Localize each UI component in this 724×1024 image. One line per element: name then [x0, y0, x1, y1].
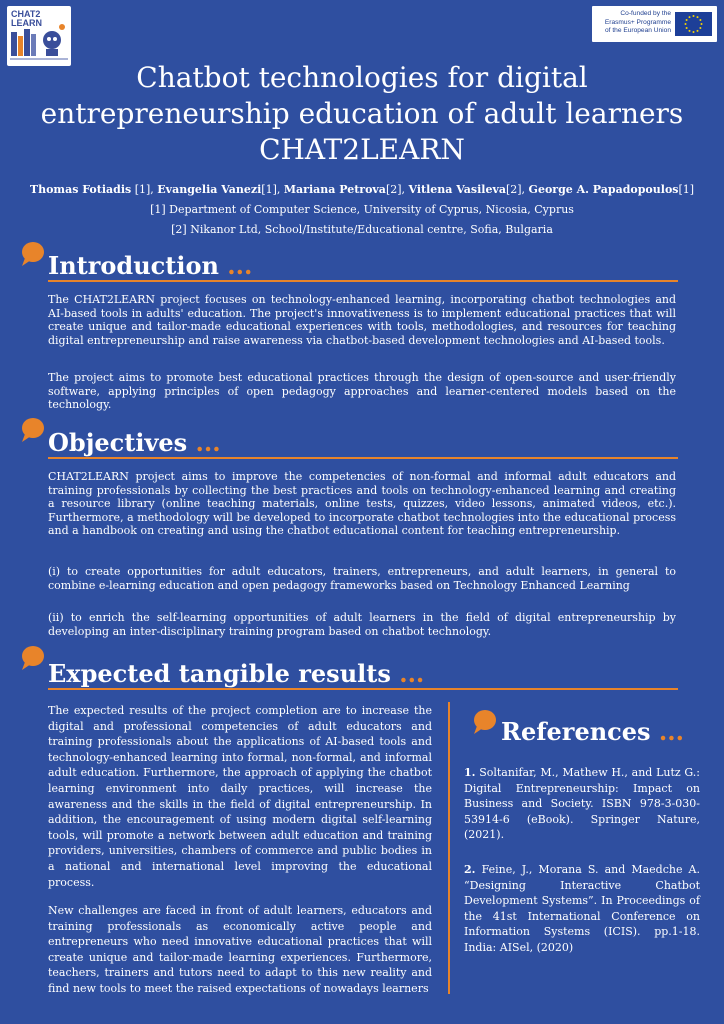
objectives-heading-dots: ...	[195, 428, 221, 457]
objectives-paragraph-2: (i) to create opportunities for adult educators, trainers, entrepreneurs, and adult learners, in general to combine e-learning education and open pedagogy frameworks based on Technology Enhanced Learning	[48, 565, 676, 592]
author-3: Mariana Petrova	[283, 183, 386, 196]
objectives-paragraph-1: CHAT2LEARN project aims to improve the competencies of non-formal and informal adult educators and training professionals by collecting the best practices and tools on technology-enhanced learning and creating a resource library (online teaching materials, online tests, quizzes, video lessons, animated videos, etc.). Furthermore, a methodology will be developed to incorporate chatbot technologies into the educational process and a handbook on creating and using the chatbot educational content for teaching entrepreneurship.	[48, 470, 676, 537]
logo-text-line1: CHAT2	[11, 9, 41, 19]
books-robot-icon	[10, 24, 68, 58]
introduction-heading-text: Introduction	[48, 251, 228, 280]
objectives-divider	[48, 457, 678, 459]
affiliation-1: [1] Department of Computer Science, University of Cyprus, Nicosia, Cyprus	[150, 203, 574, 216]
objectives-paragraph-3: (ii) to enrich the self-learning opportunities of adult learners in the field of digital entrepreneurship by developing an inter-disciplinary training program based on chatbot technology.	[48, 611, 676, 638]
references-heading-dots: ...	[658, 717, 684, 746]
authors-block	[0, 180, 724, 240]
speech-bubble-icon	[19, 417, 45, 443]
author-5-aff: [1]	[678, 183, 695, 196]
eu-badge-line3: of the European Union	[605, 27, 671, 34]
references-heading	[501, 717, 684, 746]
objectives-heading	[48, 428, 221, 457]
reference-1	[464, 765, 700, 843]
logo-text-line2: LEARN	[11, 18, 42, 28]
title-line3: CHAT2LEARN	[259, 133, 465, 166]
references-heading-text: References	[501, 717, 659, 746]
introduction-divider	[48, 280, 678, 282]
eu-badge-text	[595, 10, 671, 36]
author-4-aff: [2],	[505, 183, 529, 196]
results-heading-text: Expected tangible results	[48, 659, 400, 688]
reference-2-number: 2.	[464, 863, 476, 876]
results-heading-dots: ...	[399, 659, 425, 688]
author-1-aff: [1],	[131, 183, 158, 196]
reference-1-text: Soltanifar, M., Mathew H., and Lutz G.: Digital Entrepreneurship: Impact on Business and Society. ISBN 978-3-030-53914-6 (eBook). Springer Nature, (2021).	[464, 766, 700, 841]
eu-badge-line2: Erasmus+ Programme	[604, 18, 671, 26]
chat2learn-logo	[7, 6, 71, 66]
title-line1: Chatbot technologies for digital	[136, 61, 588, 94]
speech-bubble-icon	[19, 645, 45, 671]
introduction-heading	[48, 251, 252, 280]
results-paragraph-2: New challenges are faced in front of adult learners, educators and training professionals as economically active people and entrepreneurs who need innovative educational practices that will create unique and tailor-made learning experiences. Furthermore, teachers, trainers and tutors need to adapt to this new reality and find new tools to meet the raised expectations of nowadays learners	[48, 904, 432, 995]
poster-title	[0, 60, 724, 168]
results-divider	[48, 688, 678, 690]
author-3-aff: [2],	[385, 183, 409, 196]
results-heading	[48, 659, 424, 688]
objectives-heading-text: Objectives	[48, 428, 196, 457]
reference-1-number: 1.	[464, 766, 476, 779]
results-paragraph-1: The expected results of the project completion are to increase the digital and professional competencies of adult educators and training professionals about the applications of AI-based tools and technology-enhanced learning into formal, non-formal, and informal adult education. Furthermore, the approach of applying the chatbot learning environment into daily practices, will increase the awareness and the skills in the field of digital entrepreneurship. In addition, the encouragement of using modern digital self-learning tools, will promote a network between adult education and training providers, universities, chambers of commerce and public bodies in a national and international level improving the educational process.	[48, 704, 432, 889]
reference-2-text: Feine, J., Morana S. and Maedche A. “Designing Interactive Chatbot Development Systems”. In Proceedings of the 41st International Conference on Information Systems (ICIS). pp.1-18. India: AISel, (2020)	[464, 863, 700, 954]
introduction-paragraph-1: The CHAT2LEARN project focuses on technology-enhanced learning, incorporating chatbot technologies and AI-based tools in adults' education. The project's innovativeness is to implement educational practices that will create unique and tailor-made educational experiences with tools, methodologies, and resources for teaching digital entrepreneurship and raise awareness via chatbot-based development technologies and AI-based tools.	[48, 293, 676, 347]
author-2: Evangelia Vanezi	[157, 183, 262, 196]
eu-cofunded-badge	[592, 6, 717, 42]
author-4: Vitlena Vasileva	[408, 183, 506, 196]
reference-2	[464, 862, 700, 955]
author-5: George A. Papadopoulos	[528, 183, 679, 196]
eu-flag-icon	[675, 12, 712, 36]
author-list	[0, 180, 724, 200]
author-2-aff: [1],	[261, 183, 284, 196]
author-1: Thomas Fotiadis	[29, 183, 132, 196]
title-line2: entrepreneurship education of adult learners	[40, 97, 684, 130]
affiliation-2: [2] Nikanor Ltd, School/Institute/Educational centre, Sofia, Bulgaria	[171, 223, 553, 236]
introduction-paragraph-2: The project aims to promote best educational practices through the design of open-source and user-friendly software, applying principles of open pedagogy approaches and learner-centered models based on the technology.	[48, 371, 676, 411]
introduction-heading-dots: ...	[227, 251, 253, 280]
speech-bubble-icon	[19, 241, 45, 267]
eu-badge-line1: Co-funded by the	[620, 10, 671, 17]
column-divider	[448, 702, 450, 994]
speech-bubble-icon	[471, 709, 497, 735]
